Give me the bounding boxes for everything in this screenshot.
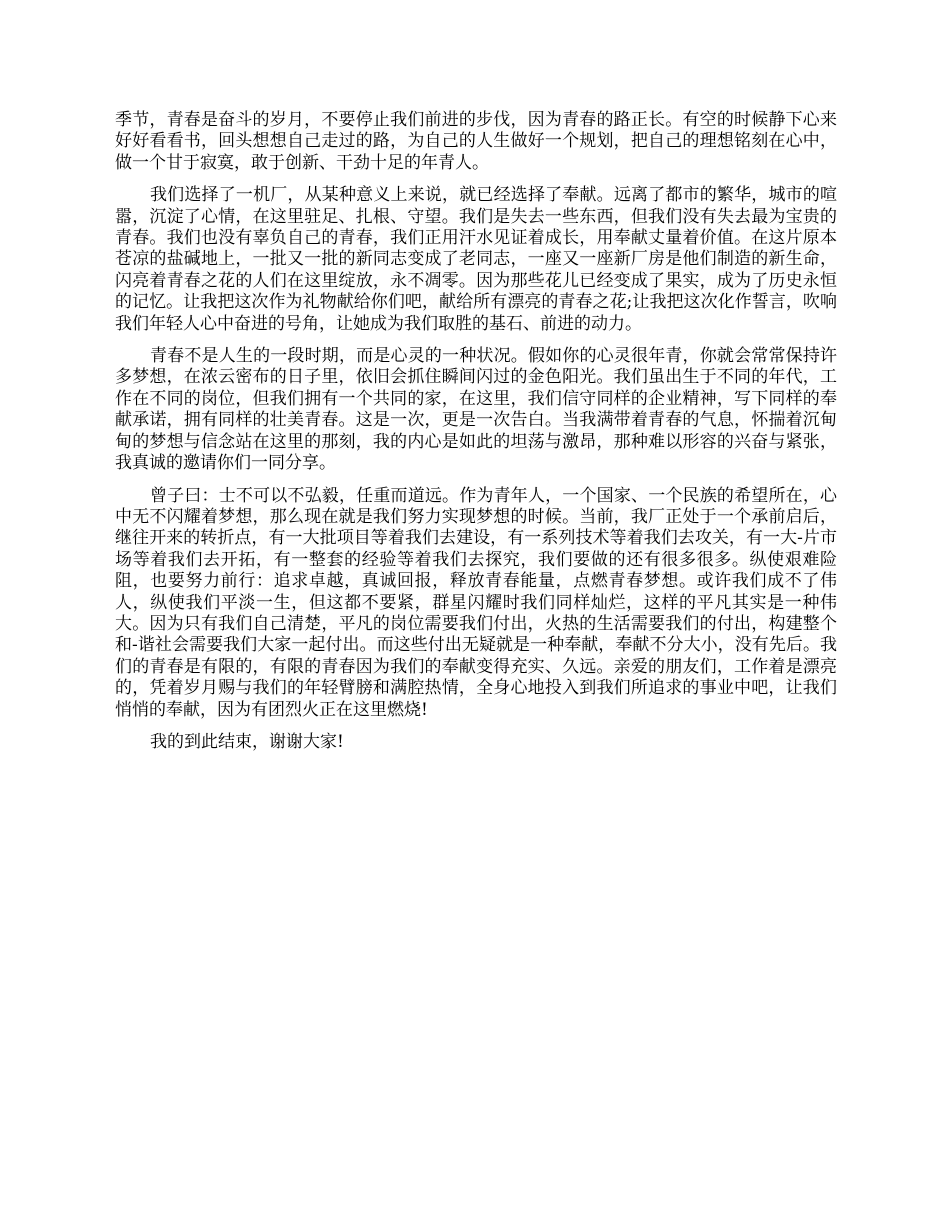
paragraph-4: 曾子曰：士不可以不弘毅，任重而道远。作为青年人，一个国家、一个民族的希望所在，心中无不闪耀着梦想，那么现在就是我们努力实现梦想的时候。当前，我厂正处于一个承前启后，继往开来的转折点，有一大批项目等着我们去建设，有一系列技术等着我们去攻关，有一大-片市场等着我们去开拓，有一整套的经验等着我们去探究，我们要做的还有很多很多。纵使艰难险阻，也要努力前行：追求卓越，真诚回报，释放青春能量，点燃青春梦想。或许我们成不了伟人，纵使我们平淡一生，但这都不要紧，群星闪耀时我们同样灿烂，这样的平凡其实是一种伟大。因为只有我们自己清楚，平凡的岗位需要我们付出，火热的生活需要我们的付出，构建整个和-谐社会需要我们大家一起付出。而这些付出无疑就是一种奉献，奉献不分大小，没有先后。我们的青春是有限的，有限的青春因为我们的奉献变得充实、久远。亲爱的朋友们，工作着是漂亮的，凭着岁月赐与我们的年轻臂膀和满腔热情，全身心地投入到我们所追求的事业中吧，让我们悄悄的奉献，因为有团烈火正在这里燃烧! xyxy=(115,485,837,720)
paragraph-1: 季节，青春是奋斗的岁月，不要停止我们前进的步伐，因为青春的路正长。有空的时候静下心来好好看看书，回头想想自己走过的路，为自己的人生做好一个规划，把自己的理想铭刻在心中，做一个甘于寂寞，敢于创新、干劲十足的年青人。 xyxy=(115,110,837,173)
paragraph-3: 青春不是人生的一段时期，而是心灵的一种状况。假如你的心灵很年青，你就会常常保持许多梦想，在浓云密布的日子里，依旧会抓住瞬间闪过的金色阳光。我们虽出生于不同的年代，工作在不同的岗位，但我们拥有一个共同的家，在这里，我们信守同样的企业精神，写下同样的奉献承诺，拥有同样的壮美青春。这是一次，更是一次告白。当我满带着青春的气息，怀揣着沉甸甸的梦想与信念站在这里的那刻，我的内心是如此的坦荡与激昂，那种难以形容的兴奋与紧张，我真诚的邀请你们一同分享。 xyxy=(115,346,837,474)
document-body xyxy=(115,110,837,764)
paragraph-5: 我的到此结束，谢谢大家! xyxy=(150,731,344,752)
paragraph-2: 我们选择了一机厂，从某种意义上来说，就已经选择了奉献。远离了都市的繁华，城市的喧嚣，沉淀了心情，在这里驻足、扎根、守望。我们是失去一些东西，但我们没有失去最为宝贵的青春。我们也没有辜负自己的青春，我们正用汗水见证着成长，用奉献丈量着价值。在这片原本苍凉的盐碱地上，一批又一批的新同志变成了老同志，一座又一座新厂房是他们制造的新生命，闪亮着青春之花的人们在这里绽放，永不凋零。因为那些花儿已经变成了果实，成为了历史永恒的记忆。让我把这次作为礼物献给你们吧，献给所有漂亮的青春之花;让我把这次化作誓言，吹响我们年轻人心中奋进的号角，让她成为我们取胜的基石、前进的动力。 xyxy=(115,185,837,334)
